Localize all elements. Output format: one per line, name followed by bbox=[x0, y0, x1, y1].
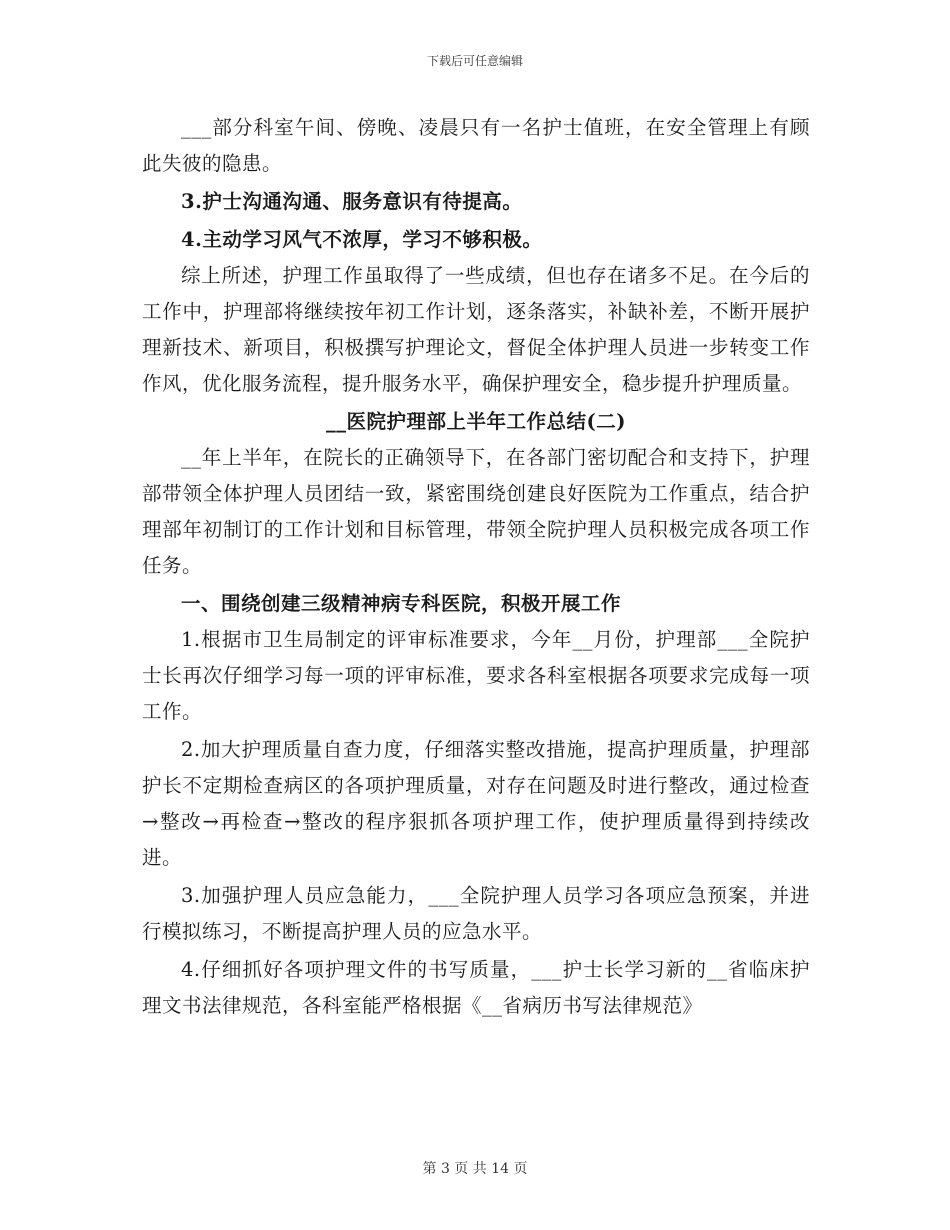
document-body bbox=[142, 110, 810, 1024]
paragraph-intro: __年上半年，在院长的正确领导下，在各部门密切配合和支持下，护理部带领全体护理人员团结一致，紧密围绕创建良好医院为工作重点，结合护理部年初制订的工作计划和目标管理，带领全院护理人员积极完成各项工作任务。 bbox=[142, 446, 810, 577]
paragraph-item-4: 4.仔细抓好各项护理文件的书写质量，___护士长学习新的__省临床护理文书法律规范，各科室能严格根据《__省病历书写法律规范》 bbox=[142, 958, 810, 1017]
paragraph-communication-issue: 3.护士沟通沟通、服务意识有待提高。 bbox=[181, 190, 523, 213]
paragraph-item-1: 1.根据市卫生局制定的评审标准要求，今年__月份，护理部___全院护士长再次仔细学习每一项的评审标准，要求各科室根据各项要求完成每一项工作。 bbox=[142, 628, 810, 723]
paragraph-learning-issue: 4.主动学习风气不浓厚，学习不够积极。 bbox=[181, 228, 543, 251]
page-header: 下载后可任意编辑 bbox=[426, 54, 523, 68]
paragraph-item-3: 3.加强护理人员应急能力，___全院护理人员学习各项应急预案，并进行模拟练习，不断提高护理人员的应急水平。 bbox=[142, 884, 810, 943]
paragraph-shift-staffing: ___部分科室午间、傍晚、凌晨只有一名护士值班，在安全管理上有顾此失彼的隐患。 bbox=[142, 116, 810, 175]
paragraph-summary: 综上所述，护理工作虽取得了一些成绩，但也存在诸多不足。在今后的工作中，护理部将继续按年初工作计划，逐条落实，补缺补差，不断开展护理新技术、新项目，积极撰写护理论文，督促全体护理人员进一步转变工作作风，优化服务流程，提升服务水平，确保护理安全，稳步提升护理质量。 bbox=[142, 264, 810, 395]
section-title: __医院护理部上半年工作总结(二) bbox=[326, 410, 626, 433]
subheading-one: 一、围绕创建三级精神病专科医院，积极开展工作 bbox=[181, 592, 622, 615]
page-footer: 第 3 页 共 14 页 bbox=[422, 1161, 528, 1177]
paragraph-item-2: 2.加大护理质量自查力度，仔细落实整改措施，提高护理质量，护理部护长不定期检查病区的各项护理质量，对存在问题及时进行整改，通过检查→整改→再检查→整改的程序狠抓各项护理工作，使护理质量得到持续改进。 bbox=[142, 738, 810, 869]
